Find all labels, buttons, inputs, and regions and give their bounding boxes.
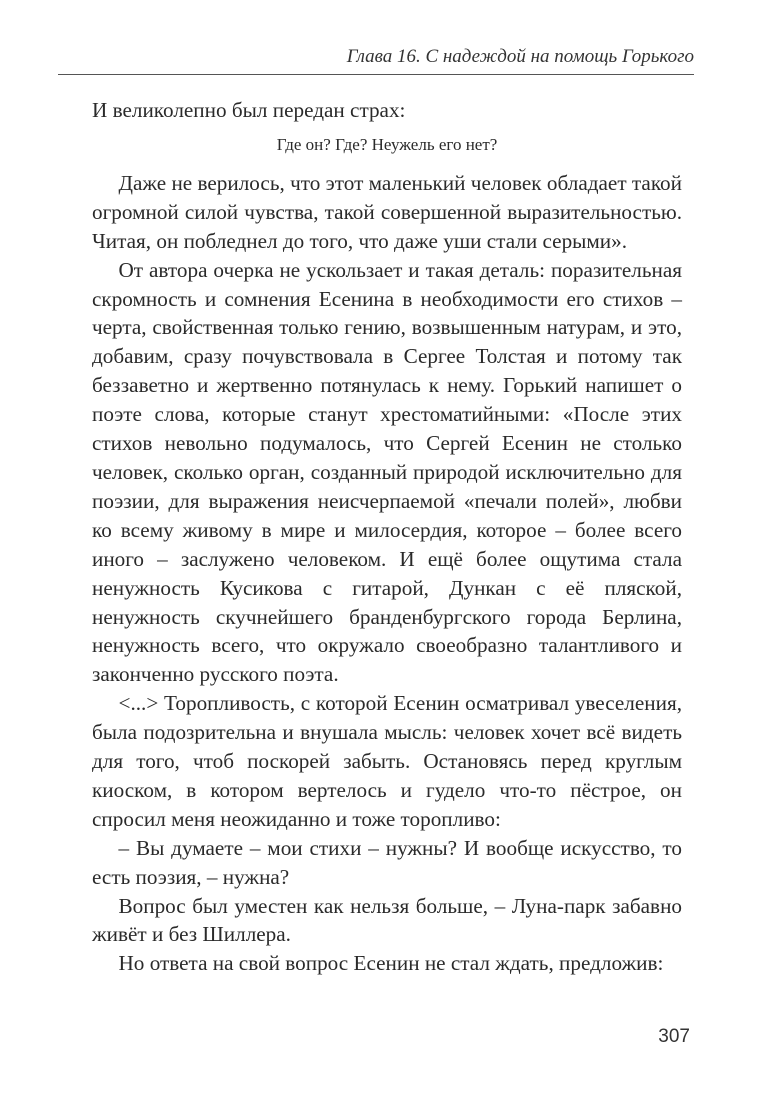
paragraph: Но ответа на свой вопрос Есенин не стал ждать, предложив: [118, 951, 664, 976]
verse-quote: Где он? Где? Неужель его нет? [276, 134, 498, 154]
running-head: Глава 16. С надеждой на помощь Горького [346, 46, 694, 67]
page-number: 307 [658, 1026, 690, 1047]
header-rule [58, 74, 694, 75]
paragraph: <...> Торопливость, с которой Есенин осматривал увеселения, была подозрительна и внушала мысль: человек хочет всё видеть для того, чтоб поскорей забыть. Остановясь перед круглым киоском, в котором вертелось и гудело что-то пёстрое, он спросил меня неожиданно и тоже торопливо: [92, 691, 682, 831]
paragraph: Вопрос был уместен как нельзя больше, – Луна-парк забавно живёт и без Шиллера. [92, 893, 682, 947]
paragraph: Даже не верилось, что этот маленький человек обладает такой огромной силой чувства, такой совершенной выразительностью. Читая, он побледнел до того, что даже уши стали серыми». [92, 170, 682, 253]
paragraph: От автора очерка не ускользает и такая деталь: поразительная скромность и сомнения Есенина в необходимости его стихов – черта, свойственная только гению, возвышенным натурам, и это, добавим, сразу почувствовала в Сергее Толстая и потому так беззаветно и жертвенно потянулась к нему. Горький напишет о поэте слова, которые станут хрестоматийными: «После этих стихов невольно подумалось, что Сергей Есенин не столько человек, сколько орган, созданный природой исключительно для поэзии, для выражения неисчерпаемой «печали полей», любви ко всему живому в мире и милосердия, которое – более всего иного – заслужено человеком. И ещё более ощутима стала ненужность Кусикова с гитарой, Дункан с её пляской, ненужность скучнейшего бранденбургского города Берлина, ненужность всего, что окружало своеобразно талантливого и законченно русского поэта. [92, 257, 682, 687]
dialogue-line: – Вы думаете – мои стихи – нужны? И вообще искусство, то есть поэзия, – нужна? [92, 835, 682, 889]
body-text [92, 96, 682, 978]
paragraph: И великолепно был передан страх: [92, 98, 406, 122]
